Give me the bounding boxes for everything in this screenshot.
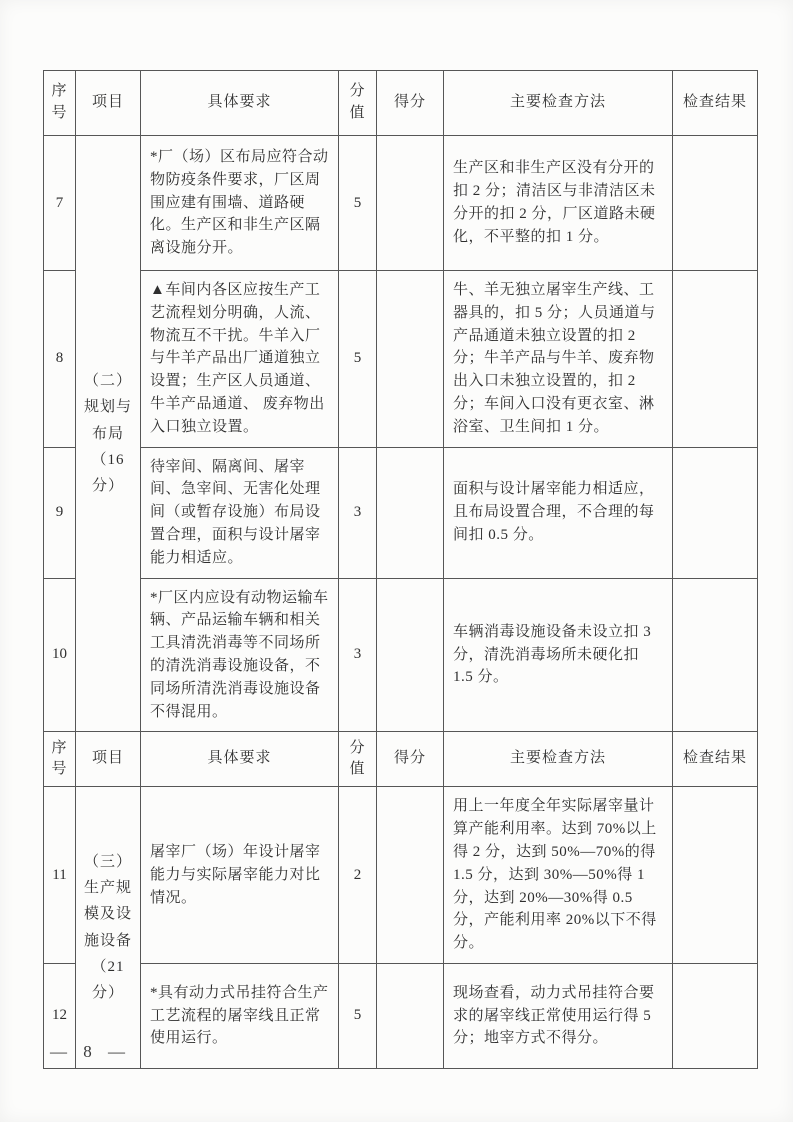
- score-value-cell: 3: [339, 447, 377, 578]
- inspection-result-cell: [673, 136, 758, 271]
- col-header-project: 项目: [76, 732, 141, 787]
- score-earned-cell: [377, 787, 444, 964]
- score-value-cell: 5: [339, 271, 377, 448]
- serial-no-cell: 8: [44, 271, 76, 448]
- score-earned-cell: [377, 271, 444, 448]
- table-header-row: [44, 71, 758, 136]
- table-row: [44, 271, 758, 448]
- score-earned-cell: [377, 578, 444, 732]
- serial-no-cell: 9: [44, 447, 76, 578]
- serial-no-cell: 7: [44, 136, 76, 271]
- score-earned-cell: [377, 447, 444, 578]
- table-row: [44, 447, 758, 578]
- serial-no-cell: 10: [44, 578, 76, 732]
- table-row: [44, 963, 758, 1068]
- col-header-serial-no: 序号: [44, 732, 76, 787]
- inspection-method-cell: 用上一年度全年实际屠宰量计算产能利用率。达到 70%以上得 2 分，达到 50%—70%的得 1.5 分，达到 30%—50%得 1 分，达到 20%—30%得 0.5 分，产能利用率 20%以下不得分。: [444, 787, 673, 964]
- col-header-inspection-result: 检查结果: [673, 71, 758, 136]
- col-header-score-earned: 得分: [377, 71, 444, 136]
- inspection-result-cell: [673, 578, 758, 732]
- requirement-cell: ▲车间内各区应按生产工艺流程划分明确，人流、物流互不干扰。牛羊入厂与牛羊产品出厂通道独立设置；生产区人员通道、牛羊产品通道、 废弃物出入口独立设置。: [141, 271, 339, 448]
- requirement-cell: *厂（场）区布局应符合动物防疫条件要求，厂区周围应建有围墙、道路硬化。生产区和非生产区隔离设施分开。: [141, 136, 339, 271]
- inspection-result-cell: [673, 787, 758, 964]
- score-earned-cell: [377, 963, 444, 1068]
- col-header-score-value: 分值: [339, 732, 377, 787]
- table-row: [44, 787, 758, 964]
- inspection-result-cell: [673, 963, 758, 1068]
- table-header-row-repeated: [44, 732, 758, 787]
- requirement-cell: 待宰间、隔离间、屠宰间、急宰间、无害化处理间（或暂存设施）布局设置合理，面积与设计屠宰能力相适应。: [141, 447, 339, 578]
- score-earned-cell: [377, 136, 444, 271]
- col-header-serial-no: 序号: [44, 71, 76, 136]
- requirement-cell: *具有动力式吊挂符合生产工艺流程的屠宰线且正常使用运行。: [141, 963, 339, 1068]
- score-value-cell: 5: [339, 136, 377, 271]
- col-header-inspection-result: 检查结果: [673, 732, 758, 787]
- inspection-method-cell: 车辆消毒设施设备未设立扣 3 分，清洗消毒场所未硬化扣 1.5 分。: [444, 578, 673, 732]
- inspection-result-cell: [673, 447, 758, 578]
- project-cell-production-scale: （三）生产规模及设施设备（21分）: [76, 787, 141, 1069]
- col-header-inspection-method: 主要检查方法: [444, 71, 673, 136]
- serial-no-cell: 12: [44, 963, 76, 1068]
- inspection-score-table: [43, 70, 758, 1069]
- serial-no-cell: 11: [44, 787, 76, 964]
- inspection-method-cell: 面积与设计屠宰能力相适应，且布局设置合理，不合理的每间扣 0.5 分。: [444, 447, 673, 578]
- col-header-inspection-method: 主要检查方法: [444, 732, 673, 787]
- col-header-score-earned: 得分: [377, 732, 444, 787]
- inspection-method-cell: 现场查看，动力式吊挂符合要求的屠宰线正常使用运行得 5 分；地宰方式不得分。: [444, 963, 673, 1068]
- inspection-method-cell: 生产区和非生产区没有分开的扣 2 分；清洁区与非清洁区未分开的扣 2 分，厂区道路未硬化，不平整的扣 1 分。: [444, 136, 673, 271]
- requirement-cell: *厂区内应设有动物运输车辆、产品运输车辆和相关工具清洗消毒等不同场所的清洗消毒设施设备，不同场所清洗消毒设施设备不得混用。: [141, 578, 339, 732]
- col-header-score-value: 分值: [339, 71, 377, 136]
- col-header-requirement: 具体要求: [141, 732, 339, 787]
- col-header-project: 项目: [76, 71, 141, 136]
- table-row: [44, 136, 758, 271]
- project-cell-planning-layout: （二）规划与布局（16分）: [76, 136, 141, 732]
- inspection-result-cell: [673, 271, 758, 448]
- table-row: [44, 578, 758, 732]
- score-value-cell: 5: [339, 963, 377, 1068]
- requirement-cell: 屠宰厂（场）年设计屠宰能力与实际屠宰能力对比情况。: [141, 787, 339, 964]
- page-number: — 8 —: [50, 1042, 131, 1061]
- score-value-cell: 3: [339, 578, 377, 732]
- col-header-requirement: 具体要求: [141, 71, 339, 136]
- inspection-method-cell: 牛、羊无独立屠宰生产线、工器具的，扣 5 分；人员通道与产品通道未独立设置的扣 2 分；牛羊产品与牛羊、废弃物出入口未独立设置的，扣 2 分；车间入口没有更衣室、淋浴室、卫生间扣 1 分。: [444, 271, 673, 448]
- score-value-cell: 2: [339, 787, 377, 964]
